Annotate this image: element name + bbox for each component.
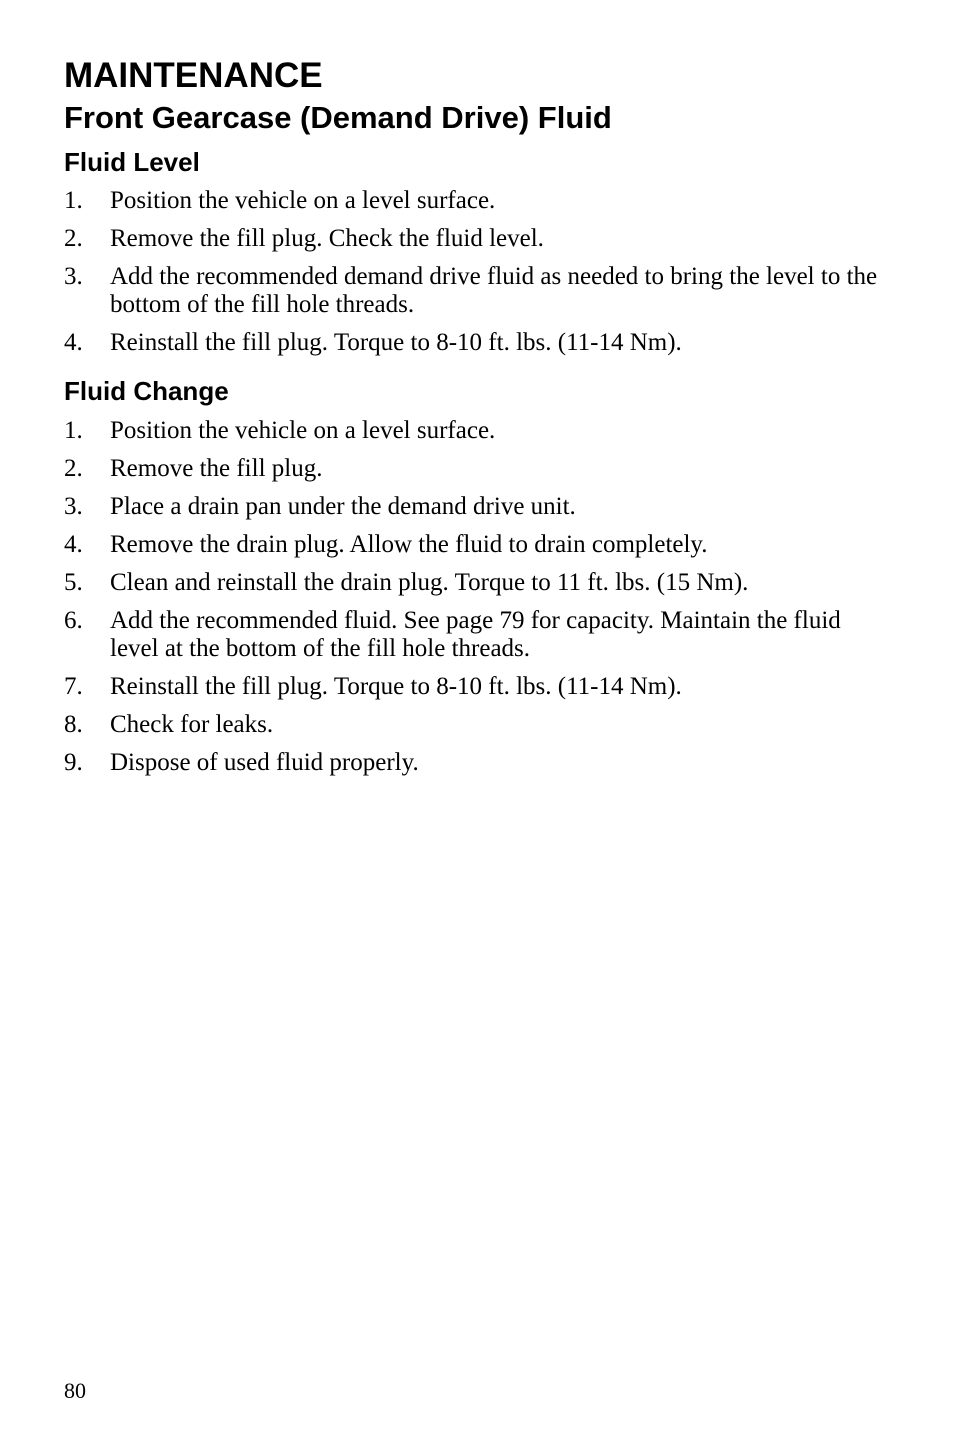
step-text: Check for leaks.	[110, 711, 274, 738]
step-number: 6.	[64, 607, 83, 634]
fluid-level-heading: Fluid Level	[64, 147, 200, 177]
list-item	[64, 329, 884, 357]
fluid-level-steps	[64, 187, 884, 367]
step-number: 7.	[64, 673, 83, 700]
step-number: 3.	[64, 263, 83, 290]
step-text: Position the vehicle on a level surface.	[110, 417, 496, 444]
step-text: Reinstall the fill plug. Torque to 8-10 ft. lbs. (11-14 Nm).	[110, 329, 682, 356]
step-number: 8.	[64, 711, 83, 738]
step-number: 1.	[64, 187, 83, 214]
list-item	[64, 493, 884, 521]
step-text: Add the recommended demand drive fluid as needed to bring the level to the bottom of the fill hole threads.	[110, 263, 878, 318]
step-text: Reinstall the fill plug. Torque to 8-10 ft. lbs. (11-14 Nm).	[110, 673, 682, 700]
page-number: 80	[64, 1378, 86, 1403]
step-number: 5.	[64, 569, 83, 596]
list-item	[64, 263, 884, 319]
step-text: Position the vehicle on a level surface.	[110, 187, 496, 214]
step-text: Remove the drain plug. Allow the fluid to drain completely.	[110, 531, 708, 558]
fluid-change-steps	[64, 417, 884, 787]
section-title: MAINTENANCE	[64, 56, 323, 95]
step-text: Clean and reinstall the drain plug. Torque to 11 ft. lbs. (15 Nm).	[110, 569, 749, 596]
step-number: 9.	[64, 749, 83, 776]
topic-title: Front Gearcase (Demand Drive) Fluid	[64, 100, 612, 135]
list-item	[64, 673, 884, 701]
list-item	[64, 569, 884, 597]
step-text: Remove the fill plug. Check the fluid level.	[110, 225, 544, 252]
step-number: 4.	[64, 531, 83, 558]
step-number: 2.	[64, 455, 83, 482]
list-item	[64, 531, 884, 559]
step-text: Remove the fill plug.	[110, 455, 323, 482]
list-item	[64, 749, 884, 777]
step-number: 2.	[64, 225, 83, 252]
step-text: Dispose of used fluid properly.	[110, 749, 419, 776]
list-item	[64, 711, 884, 739]
step-number: 3.	[64, 493, 83, 520]
step-text: Place a drain pan under the demand drive unit.	[110, 493, 576, 520]
step-number: 1.	[64, 417, 83, 444]
fluid-change-heading: Fluid Change	[64, 376, 229, 406]
list-item	[64, 225, 884, 253]
list-item	[64, 187, 884, 215]
list-item	[64, 455, 884, 483]
list-item	[64, 607, 884, 663]
list-item	[64, 417, 884, 445]
step-text: Add the recommended fluid. See page 79 for capacity. Maintain the fluid level at the bottom of the fill hole threads.	[110, 607, 841, 662]
step-number: 4.	[64, 329, 83, 356]
